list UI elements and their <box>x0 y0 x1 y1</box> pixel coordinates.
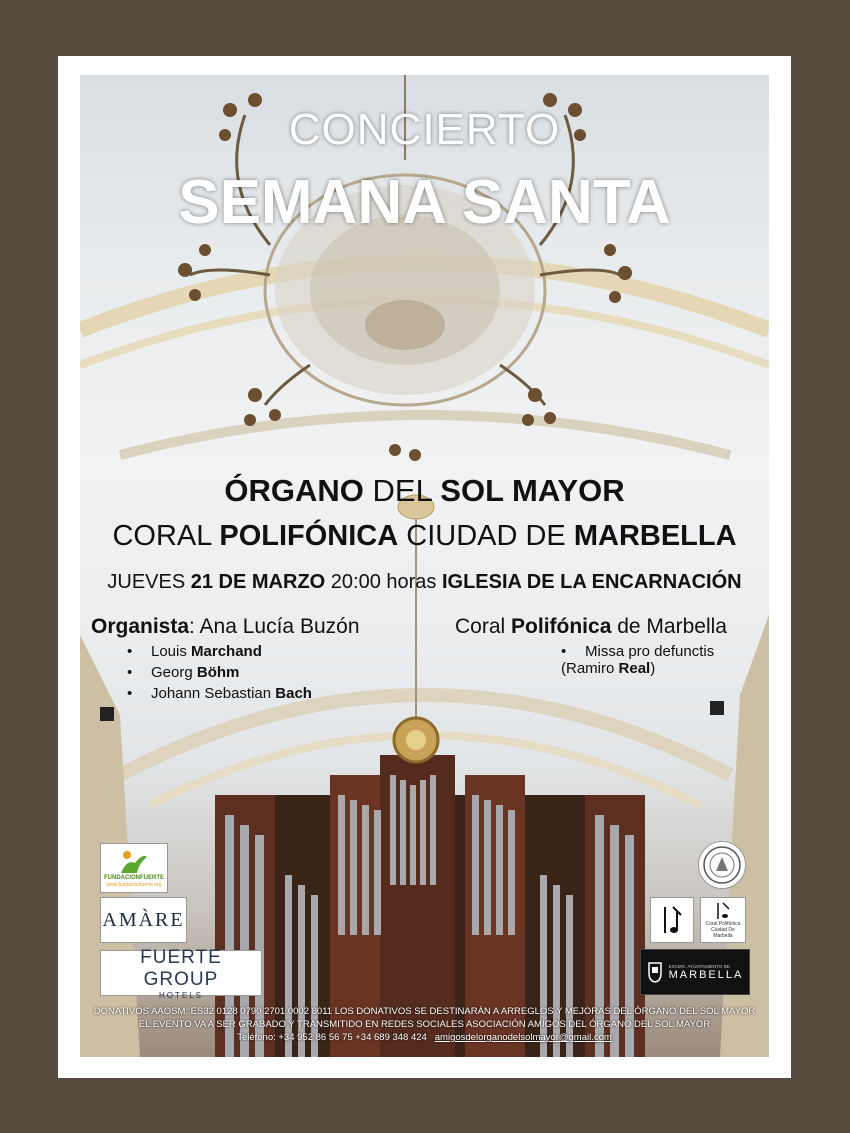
title-semana-santa: SEMANA SANTA <box>178 168 671 237</box>
composer-last: Marchand <box>191 643 262 660</box>
coat-of-arms-icon <box>647 961 663 983</box>
list-item <box>127 643 312 664</box>
choir-program-list <box>561 643 715 677</box>
choir-heading-a: Coral <box>455 615 512 638</box>
date-time: 20:00 horas <box>325 571 442 593</box>
composer-first: Louis <box>151 643 192 660</box>
date-venue: IGLESIA DE LA ENCARNACIÓN <box>441 571 742 593</box>
organist-name: : Ana Lucía Buzón <box>189 615 360 638</box>
headline-organo-bold: ÓRGANO <box>224 473 364 508</box>
fuerte-hotels-text: HOTELS <box>158 990 203 1000</box>
organist-heading <box>91 615 360 639</box>
choir-heading-c: de Marbella <box>611 615 727 638</box>
composer-first: Georg <box>151 664 197 681</box>
headline-coral-a: CORAL <box>112 520 220 552</box>
headline-coral <box>80 520 769 553</box>
organist-label: Organista <box>91 615 190 638</box>
event-date-line <box>80 571 769 594</box>
coral-polifonica-logo <box>700 897 746 943</box>
concert-poster <box>80 75 769 1057</box>
composer-first: Johann Sebastian <box>151 685 276 702</box>
headline-organo-sol-mayor: SOL MAYOR <box>440 473 625 508</box>
date-weekday: JUEVES <box>107 571 191 593</box>
footer-broadcast: EL EVENTO VA A SER GRABADO Y TRANSMITIDO EN REDES SOCIALES ASOCIACIÓN AMIGOS DEL ÓRGANO DEL SOL MAYOR <box>138 1019 711 1030</box>
organ-program-list <box>127 643 312 706</box>
ayto-small-text: EXCMO. AYUNTAMIENTO DE <box>668 963 730 969</box>
title-concierto: CONCIERTO <box>288 105 561 154</box>
fuerte-group-logo <box>100 946 262 1000</box>
fundacion-fuerte-logo <box>100 843 168 893</box>
fundacion-name: FUNDACIONFUERTE <box>104 874 164 881</box>
date-day: 21 DE MARZO <box>190 571 326 593</box>
work-composer <box>561 660 655 677</box>
fuerte-group-text: FUERTE GROUP <box>140 946 222 990</box>
footer-email-link[interactable]: amigosdelorganodelsolmayor@gmail.com <box>434 1032 612 1043</box>
seal-icon <box>702 845 742 885</box>
footer-donations: DONATIVOS AAOSM: ES32 0128 0790 2701 0002 8011 LOS DONATIVOS SE DESTINARÁN A ARREGLOS Y MEJORAS DEL ÓRGANO DEL SOL MAYOR <box>93 1006 756 1017</box>
donation-footer <box>80 1005 769 1044</box>
ayto-big-text: MARBELLA <box>668 968 744 981</box>
coral-symbol-logo <box>650 897 694 943</box>
composer-last: Bach <box>275 685 312 702</box>
composer-last: Böhm <box>196 664 240 681</box>
choir-heading-bold: Polifónica <box>511 615 612 638</box>
list-item <box>127 664 312 685</box>
headline-coral-marbella: MARBELLA <box>573 520 737 552</box>
composer-paren: ) <box>650 660 656 677</box>
choir-heading <box>455 615 727 639</box>
work-title: Missa pro defunctis <box>585 643 715 660</box>
amare-text: AMÀRE <box>102 908 185 931</box>
composer-last: Real <box>618 660 651 677</box>
music-note-icon <box>657 903 687 937</box>
amare-logo <box>100 897 187 943</box>
footer-contact <box>80 1031 769 1044</box>
headline-coral-ciudad: CIUDAD DE <box>398 520 574 552</box>
headline-organo-del: DEL <box>363 473 441 508</box>
fundacion-url: www.fundacionfuerte.org <box>106 881 162 888</box>
parish-seal-logo <box>698 841 746 889</box>
headline-organo <box>80 473 769 509</box>
coral-logo-text: Coral Polifónica Ciudad De Marbella <box>705 921 741 939</box>
composer-first: (Ramiro <box>561 660 619 677</box>
list-item <box>561 643 715 677</box>
headline-coral-polifonica: POLIFÓNICA <box>219 520 399 552</box>
footer-phone: Teléfono: +34 952 86 56 75 +34 689 348 424 <box>237 1032 427 1043</box>
fundacion-figure-icon <box>117 849 151 875</box>
list-item <box>127 685 312 706</box>
ayuntamiento-marbella-logo <box>640 949 750 995</box>
coral-note-icon <box>713 901 733 921</box>
